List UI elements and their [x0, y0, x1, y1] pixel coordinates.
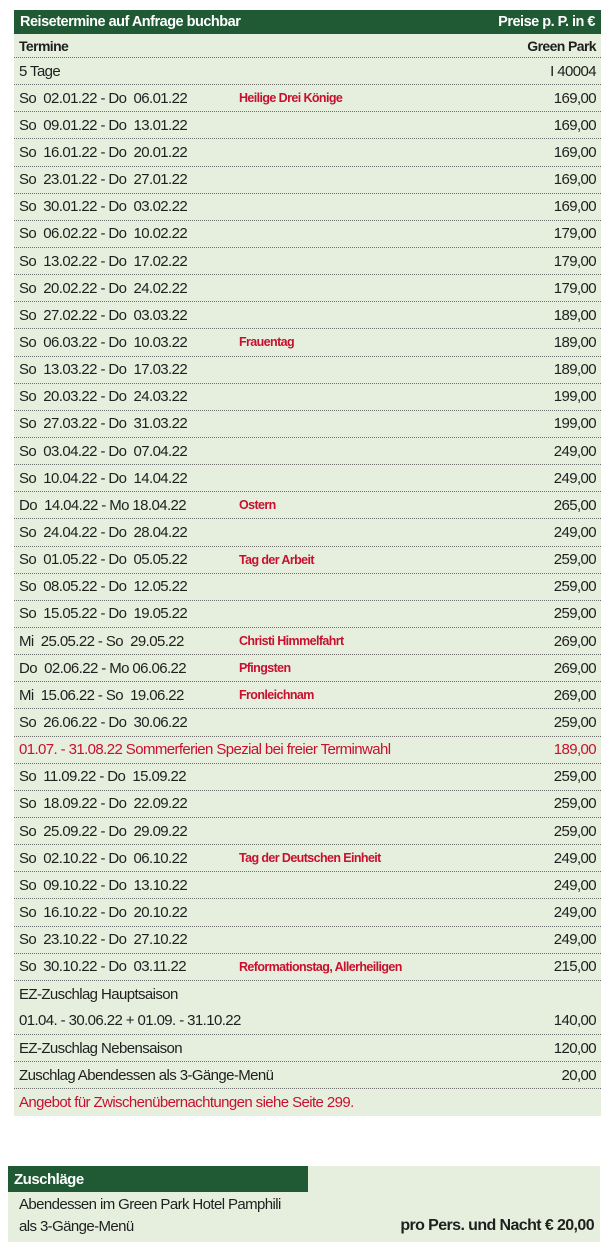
- holiday-label: Reformationstag, Allerheiligen: [239, 959, 402, 974]
- date-range: So 11.09.22 - Do 15.09.22: [19, 768, 186, 786]
- price-cell: 199,00: [553, 415, 596, 433]
- price-cell: 259,00: [553, 822, 596, 840]
- date-row: [14, 248, 601, 275]
- date-row: [14, 899, 601, 926]
- ez-haupt-row: [14, 1008, 601, 1035]
- date-range: So 09.01.22 - Do 13.01.22: [19, 116, 188, 134]
- price-cell: 259,00: [553, 795, 596, 813]
- date-row: [14, 709, 601, 736]
- ez-haupt-label-row: [14, 981, 601, 1008]
- date-rows-first: [14, 85, 601, 736]
- surcharge-line-1: Abendessen im Green Park Hotel Pamphili: [19, 1196, 281, 1213]
- offer-note-row: [14, 1089, 601, 1116]
- date-range: So 27.02.22 - Do 03.03.22: [19, 306, 188, 324]
- date-row: [14, 465, 601, 492]
- date-row: [14, 384, 601, 411]
- price-cell: 249,00: [553, 442, 596, 460]
- column-header-row: [14, 34, 601, 58]
- date-row: [14, 954, 601, 981]
- price-cell: 249,00: [553, 903, 596, 921]
- price-cell: 169,00: [553, 171, 596, 189]
- date-range: So 26.06.22 - Do 30.06.22: [19, 713, 188, 731]
- date-range: So 15.05.22 - Do 19.05.22: [19, 605, 188, 623]
- holiday-label: Tag der Arbeit: [239, 552, 314, 567]
- date-range: So 20.03.22 - Do 24.03.22: [19, 388, 188, 406]
- date-range: So 06.03.22 - Do 10.03.22: [19, 333, 188, 351]
- price-cell: 169,00: [553, 89, 596, 107]
- offer-note: Angebot für Zwischenübernachtungen siehe Seite 299.: [19, 1094, 354, 1112]
- price-cell: 169,00: [553, 143, 596, 161]
- date-range: So 13.03.22 - Do 17.03.22: [19, 361, 188, 379]
- date-row: [14, 845, 601, 872]
- surcharge-line-2: als 3-Gänge-Menü: [19, 1218, 134, 1235]
- date-row: [14, 411, 601, 438]
- date-range: So 27.03.22 - Do 31.03.22: [19, 415, 188, 433]
- summer-special-row: [14, 737, 601, 764]
- date-row: [14, 438, 601, 465]
- holiday-label: Christi Himmelfahrt: [239, 634, 344, 649]
- price-cell: 269,00: [553, 686, 596, 704]
- date-row: [14, 764, 601, 791]
- date-row: [14, 275, 601, 302]
- price-cell: 199,00: [553, 388, 596, 406]
- price-cell: 249,00: [553, 523, 596, 541]
- date-row: [14, 221, 601, 248]
- date-row: [14, 112, 601, 139]
- date-range: So 02.10.22 - Do 06.10.22: [19, 849, 188, 867]
- ez-neben-row: [14, 1035, 601, 1062]
- date-row: [14, 167, 601, 194]
- date-range: So 01.05.22 - Do 05.05.22: [19, 551, 188, 569]
- price-cell: 189,00: [553, 361, 596, 379]
- date-row: [14, 655, 601, 682]
- price-cell: 259,00: [553, 713, 596, 731]
- date-row: [14, 601, 601, 628]
- date-row: [14, 791, 601, 818]
- date-range: So 10.04.22 - Do 14.04.22: [19, 469, 188, 487]
- date-range: So 08.05.22 - Do 12.05.22: [19, 578, 188, 596]
- duration-label: 5 Tage: [19, 62, 61, 80]
- date-range: So 16.10.22 - Do 20.10.22: [19, 903, 188, 921]
- price-cell: 189,00: [553, 333, 596, 351]
- date-row: [14, 519, 601, 546]
- price-cell: 189,00: [553, 306, 596, 324]
- date-row: [14, 628, 601, 655]
- dinner-label: Zuschlag Abendessen als 3-Gänge-Menü: [19, 1066, 274, 1084]
- price-cell: 259,00: [553, 578, 596, 596]
- date-range: Do 14.04.22 - Mo 18.04.22: [19, 496, 187, 514]
- price-cell: 249,00: [553, 876, 596, 894]
- price-cell: 269,00: [553, 632, 596, 650]
- table-title: Reisetermine auf Anfrage buchbar: [20, 14, 241, 30]
- dinner-price: 20,00: [561, 1066, 596, 1084]
- date-row: [14, 682, 601, 709]
- date-range: So 23.10.22 - Do 27.10.22: [19, 931, 188, 949]
- holiday-label: Tag der Deutschen Einheit: [239, 851, 381, 866]
- date-range: Mi 15.06.22 - So 19.06.22: [19, 686, 184, 704]
- holiday-label: Heilige Drei Könige: [239, 91, 343, 106]
- date-range: So 24.04.22 - Do 28.04.22: [19, 523, 188, 541]
- date-row: [14, 872, 601, 899]
- holiday-label: Ostern: [239, 498, 276, 513]
- date-row: [14, 574, 601, 601]
- price-cell: 179,00: [553, 225, 596, 243]
- price-cell: 265,00: [553, 496, 596, 514]
- date-range: So 02.01.22 - Do 06.01.22: [19, 89, 188, 107]
- date-row: [14, 85, 601, 112]
- date-row: [14, 927, 601, 954]
- date-range: So 09.10.22 - Do 13.10.22: [19, 876, 188, 894]
- date-row: [14, 547, 601, 574]
- surcharges-box: [8, 1166, 600, 1242]
- ez-haupt-dates: 01.04. - 30.06.22 + 01.09. - 31.10.22: [19, 1012, 241, 1030]
- date-range: So 03.04.22 - Do 07.04.22: [19, 442, 188, 460]
- ez-haupt-label: EZ-Zuschlag Hauptsaison: [19, 985, 178, 1003]
- date-row: [14, 302, 601, 329]
- date-range: So 20.02.22 - Do 24.02.22: [19, 279, 188, 297]
- date-range: Mi 25.05.22 - So 29.05.22: [19, 632, 184, 650]
- price-cell: 179,00: [553, 279, 596, 297]
- ez-neben-label: EZ-Zuschlag Nebensaison: [19, 1039, 182, 1057]
- price-cell: 269,00: [553, 659, 596, 677]
- date-range: So 06.02.22 - Do 10.02.22: [19, 225, 188, 243]
- price-cell: 249,00: [553, 469, 596, 487]
- ez-haupt-price: 140,00: [553, 1012, 596, 1030]
- col-dates-header: Termine: [19, 37, 69, 54]
- summer-special-price: 189,00: [553, 741, 596, 759]
- date-row: [14, 329, 601, 356]
- date-row: [14, 139, 601, 166]
- price-cell: 169,00: [553, 198, 596, 216]
- holiday-label: Pfingsten: [239, 661, 291, 676]
- price-cell: 215,00: [553, 958, 596, 976]
- table-header: [14, 10, 601, 34]
- date-range: Do 02.06.22 - Mo 06.06.22: [19, 659, 187, 677]
- price-table: [14, 10, 601, 1116]
- ez-neben-price: 120,00: [553, 1039, 596, 1057]
- surcharge-price: pro Pers. und Nacht € 20,00: [400, 1217, 594, 1234]
- surcharges-title: Zuschläge: [8, 1166, 308, 1192]
- date-row: [14, 194, 601, 221]
- date-rows-second: [14, 764, 601, 981]
- col-hotel-header: Green Park: [527, 37, 596, 54]
- duration-row: [14, 58, 601, 85]
- price-cell: 249,00: [553, 931, 596, 949]
- price-note: Preise p. P. in €: [498, 14, 595, 30]
- price-cell: 259,00: [553, 551, 596, 569]
- price-cell: 259,00: [553, 768, 596, 786]
- holiday-label: Fronleichnam: [239, 688, 314, 703]
- date-row: [14, 818, 601, 845]
- dinner-row: [14, 1062, 601, 1089]
- holiday-label: Frauentag: [239, 335, 295, 350]
- tour-code: I 40004: [550, 62, 596, 80]
- date-range: So 16.01.22 - Do 20.01.22: [19, 143, 188, 161]
- summer-special-text: 01.07. - 31.08.22 Sommerferien Spezial bei freier Terminwahl: [19, 741, 391, 759]
- price-cell: 259,00: [553, 605, 596, 623]
- price-cell: 169,00: [553, 116, 596, 134]
- date-range: So 30.01.22 - Do 03.02.22: [19, 198, 188, 216]
- price-cell: 179,00: [553, 252, 596, 270]
- price-cell: 249,00: [553, 849, 596, 867]
- date-range: So 25.09.22 - Do 29.09.22: [19, 822, 188, 840]
- date-range: So 23.01.22 - Do 27.01.22: [19, 171, 188, 189]
- date-row: [14, 492, 601, 519]
- date-range: So 13.02.22 - Do 17.02.22: [19, 252, 188, 270]
- date-range: So 30.10.22 - Do 03.11.22: [19, 958, 186, 976]
- date-row: [14, 357, 601, 384]
- date-range: So 18.09.22 - Do 22.09.22: [19, 795, 188, 813]
